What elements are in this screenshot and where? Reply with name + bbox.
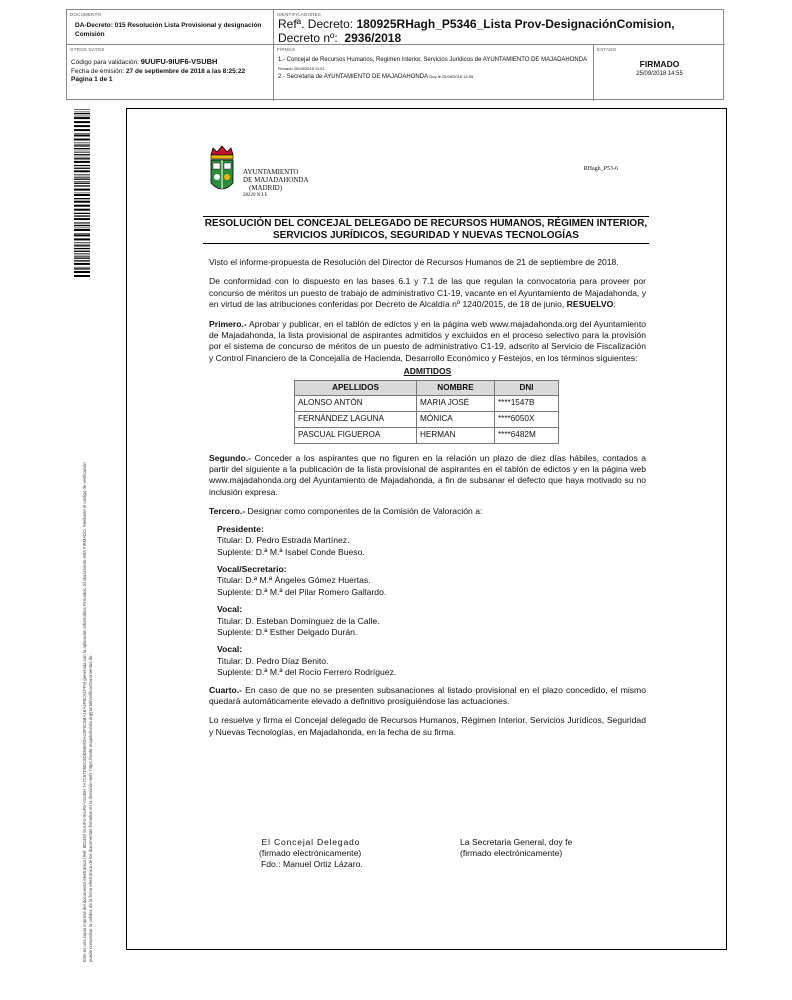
cell-dni: ****6482M xyxy=(495,427,559,443)
fecha-prefix: Fecha de emisión: xyxy=(71,67,125,75)
ref-prefix: Refª. Decreto: xyxy=(278,17,354,31)
firma-1-date: Firmado 25/09/2018 11:01 xyxy=(278,65,325,71)
member-suplente: Suplente: D.ª Esther Delgado Durán. xyxy=(217,626,358,637)
table-header-row xyxy=(295,380,559,395)
member-titular: Titular: D. Pedro Estrada Martínez. xyxy=(217,535,350,546)
cell-apellidos: ALONSO ANTÓN xyxy=(295,395,417,411)
documento-value: DA-Decreto: 015 Resolución Lista Provisional y designación Comisión xyxy=(75,22,262,38)
page-count: Página 1 de 1 xyxy=(71,76,113,83)
firma-1: 1.- Concejal de Recursos Humanos, Regimen Interior, Servicios Juridicos de AYUNTAMIENTO DE MAJADAHONDA xyxy=(278,57,587,63)
logo-line-3: (MADRID) xyxy=(249,184,283,192)
paragraph-segundo: Segundo.- Conceder a los aspirantes que no figuren en la relación un plazo de diez días hábiles, contados a partir del siguiente a la publicación de la lista provisional de aspirantes en el tablón de edictos y en la página web www.majadahonda.org del Ayuntamiento de Majadahonda, a fin de subsanar el defecto que haya motivado su no inclusión expresa. xyxy=(209,452,647,497)
fecha-value: 27 de septiembre de 2018 a las 8:25:22 xyxy=(125,67,246,75)
firma-2: 2.- Secretaria de AYUNTAMIENTO DE MAJADAHONDA xyxy=(278,74,428,80)
member-suplente: Suplente: D.ª M.ª del Pilar Romero Gallardo. xyxy=(217,586,387,597)
decreto-value: 2936/2018 xyxy=(344,31,402,45)
paragraph-firma: Lo resuelve y firma el Concejal delegado de Recursos Humanos, Régimen Interior, Servicios Jurídicos, Seguridad y Nuevas Tecnologías, en Majadahonda, en la fecha de su firma. xyxy=(209,715,646,737)
identificadores-value xyxy=(278,17,675,45)
col-dni: DNI xyxy=(495,380,559,395)
resolution-title: RESOLUCIÓN DEL CONCEJAL DELEGADO DE RECURSOS HUMANOS, RÉGIMEN INTERIOR, SERVICIOS JURÍDICOS, SEGURIDAD Y NUEVAS TECNOLOGÍAS xyxy=(203,216,649,244)
member-role: Vocal/Secretario: xyxy=(217,563,287,574)
municipality-name xyxy=(243,168,309,200)
validation-code[interactable]: 9UUFU-9IUF6-VSUBH xyxy=(140,57,218,66)
otros-datos-cell xyxy=(67,45,274,101)
comision-member xyxy=(217,564,646,598)
logo-line-2: DE MAJADAHONDA xyxy=(243,176,309,184)
comision-member xyxy=(217,524,646,558)
documento-cell xyxy=(67,10,274,45)
firmas-label: FIRMAS xyxy=(277,47,296,52)
paragraph-visto: Visto el informe-propuesta de Resolución del Director de Recursos Humanos de 21 de septiembre de 2018. xyxy=(209,257,619,267)
admitidos-table xyxy=(294,380,559,444)
member-suplente: Suplente: D.ª M.ª Isabel Conde Bueso. xyxy=(217,546,365,557)
codigo-prefix: Código para validación: xyxy=(71,59,139,66)
decreto-prefix: Decreto nº: xyxy=(278,31,338,45)
document-header xyxy=(66,9,724,100)
member-suplente: Suplente: D.ª M.ª del Rocío Ferrero Rodríguez. xyxy=(217,667,397,678)
document-ref: RHagh_P53-6 xyxy=(583,166,618,172)
sig-left-name: Fdo.: Manuel Ortiz Lázaro. xyxy=(261,859,363,869)
cell-dni: ****6050X xyxy=(495,411,559,427)
signature-concejal xyxy=(259,837,363,870)
estado-label: ESTADO xyxy=(597,47,617,52)
member-titular: Titular: D. Pedro Díaz Benito. xyxy=(217,655,329,666)
margin-line-1: Este es una copia impresa del documento electrónico (Ref: 802449 9UUFU-9IUF6-VSUBH 7A7C67D5EC6DE84E9DAC8F5C5BA1EA3FBC61FF9) generada con la aplicación informática Firmadoc. El documento está FIRMADO. Mediante el código de verificación xyxy=(82,462,87,962)
documento-label: DOCUMENTO xyxy=(70,12,102,17)
logo-line-1: AYUNTAMIENTO xyxy=(243,168,299,176)
firmas-cell xyxy=(274,45,594,101)
sig-right-note: (firmado electrónicamente) xyxy=(460,848,563,858)
admitidos-heading: ADMITIDOS xyxy=(403,366,452,377)
paragraph-conformidad: De conformidad con lo dispuesto en las bases 6.1 y 7.1 de las que regulan la convocatoria para proveer por concurso de méritos un puesto de trabajo de administrativo C1-19, vacante en el Ayuntamiento de Majadahonda, y en virtud de las atribuciones conferidas por Decreto de Alcaldía nº 1240/2015, de 18 de junio, RESUELVO: xyxy=(209,276,646,310)
col-nombre: NOMBRE xyxy=(417,380,495,395)
table-row xyxy=(295,395,559,411)
estado-date: 25/09/2018 14:55 xyxy=(636,71,683,77)
table-row xyxy=(295,427,559,443)
cell-apellidos: FERNÁNDEZ LAGUNA xyxy=(295,411,417,427)
cell-dni: ****1547B xyxy=(495,395,559,411)
sig-left-note: (firmado electrónicamente) xyxy=(259,848,362,858)
comision-member xyxy=(217,644,646,678)
table-row xyxy=(295,411,559,427)
member-role: Presidente: xyxy=(217,523,264,534)
cell-nombre: HERMAN xyxy=(417,427,495,443)
firma-2-date: Doy fe 25/09/2018 14:55 xyxy=(429,74,474,79)
barcode-icon xyxy=(74,109,90,277)
margin-line-2: puede comprobar la validez de la firma electrónica de los documentos firmados en la dirección web: https://sede.majadahonda.org/portal/verificarDocumentos.do xyxy=(88,655,93,962)
paragraph-primero: Primero.- Aprobar y publicar, en el tablón de edictos y en la página web www.majadahonda.org del Ayuntamiento de Majadahonda, la lista provisional de aspirantes admitidos y excluidos en el proceso selectivo para la provisión por el sistema de concurso de méritos de un puesto de administrativo C1-19, adscrito al Servicio de Fiscalización y Control Financiero de la Concejalía de Hacienda, Desarrollo Económico y Festejos, en los términos siguientes: xyxy=(209,318,646,363)
col-apellidos: APELLIDOS xyxy=(295,380,417,395)
member-role: Vocal: xyxy=(217,604,243,615)
resolution-body xyxy=(209,257,646,746)
member-titular: Titular: D. Esteban Domínguez de la Calle. xyxy=(217,615,380,626)
paragraph-cuarto: Cuarto.- En caso de que no se presenten subsanaciones al listado provisional en el plazo concedido, el mismo quedará automáticamente elevado a definitivo prosiguiéndose las actuaciones. xyxy=(209,684,646,706)
member-role: Vocal: xyxy=(217,644,243,655)
paragraph-tercero: Tercero.- Designar como componentes de la Comisión de Valoración a: xyxy=(209,506,483,517)
sig-right-title: La Secretaria General, doy fe xyxy=(460,837,573,847)
member-titular: Titular: D.ª M.ª Ángeles Gómez Huertas. xyxy=(217,575,371,586)
document-page xyxy=(126,108,727,950)
verification-margin-text xyxy=(82,262,94,962)
ref-value: 180925RHagh_P5346_Lista Prov-DesignaciónComision, xyxy=(356,17,675,31)
cell-apellidos: PASCUAL FIGUEROA xyxy=(295,427,417,443)
cell-nombre: MÓNICA xyxy=(417,411,495,427)
resuelvo: RESUELVO xyxy=(566,299,614,310)
estado-value: FIRMADO xyxy=(639,59,680,69)
otros-label: OTROS DATOS xyxy=(70,47,105,52)
estado-cell xyxy=(594,45,725,101)
identificadores-cell xyxy=(274,10,725,45)
identificadores-label: IDENTIFICADORES xyxy=(277,12,322,17)
logo-line-4: 28220 N.I.F. xyxy=(243,193,269,198)
cell-nombre: MARIA JOSÉ xyxy=(417,395,495,411)
signature-secretaria xyxy=(460,837,572,859)
sig-left-title: El Concejal Delegado xyxy=(261,837,361,847)
comision-member xyxy=(217,604,646,638)
